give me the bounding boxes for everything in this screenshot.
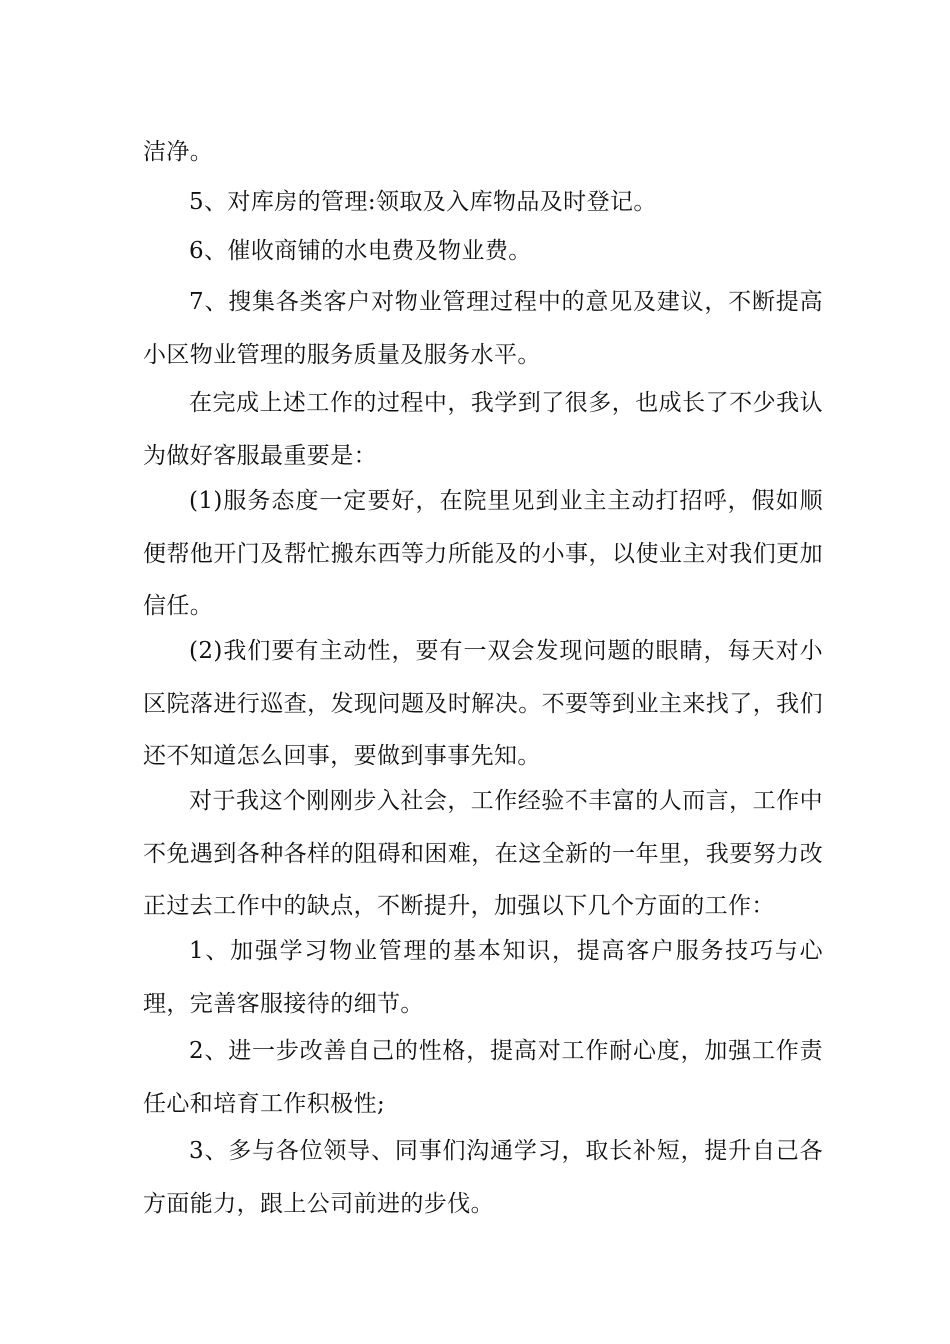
paragraph-plan-3: 3、多与各位领导、同事们沟通学习，取长补短，提升自己各方面能力，跟上公司前进的步伐。 [143, 1138, 823, 1217]
paragraph-point-2: (2)我们要有主动性，要有一双会发现问题的眼睛，每天对小区院落进行巡查，发现问题及时解决。不要等到业主来找了，我们还不知道怎么回事，要做到事事先知。 [143, 638, 823, 769]
paragraph-continuation: 洁净。 [143, 139, 214, 165]
paragraph-plan-2: 2、进一步改善自己的性格，提高对工作耐心度，加强工作责任心和培育工作积极性; [143, 1038, 823, 1117]
paragraph-item-6: 6、催收商铺的水电费及物业费。 [189, 238, 532, 264]
paragraph-point-1: (1)服务态度一定要好，在院里见到业主主动打招呼，假如顺便帮他开门及帮忙搬东西等力所能及的小事，以使业主对我们更加信任。 [143, 488, 823, 619]
paragraph-summary: 在完成上述工作的过程中，我学到了很多，也成长了不少我认为做好客服最重要是： [143, 390, 823, 469]
paragraph-item-7: 7、搜集各类客户对物业管理过程中的意见及建议，不断提高小区物业管理的服务质量及服务水平。 [143, 289, 823, 368]
paragraph-item-5: 5、对库房的管理:领取及入库物品及时登记。 [189, 189, 657, 215]
paragraph-plan-1: 1、加强学习物业管理的基本知识，提高客户服务技巧与心理，完善客服接待的细节。 [143, 938, 823, 1017]
paragraph-outlook: 对于我这个刚刚步入社会，工作经验不丰富的人而言，工作中不免遇到各种各样的阻碍和困难，在这全新的一年里，我要努力改正过去工作中的缺点，不断提升，加强以下几个方面的工作： [143, 788, 823, 919]
